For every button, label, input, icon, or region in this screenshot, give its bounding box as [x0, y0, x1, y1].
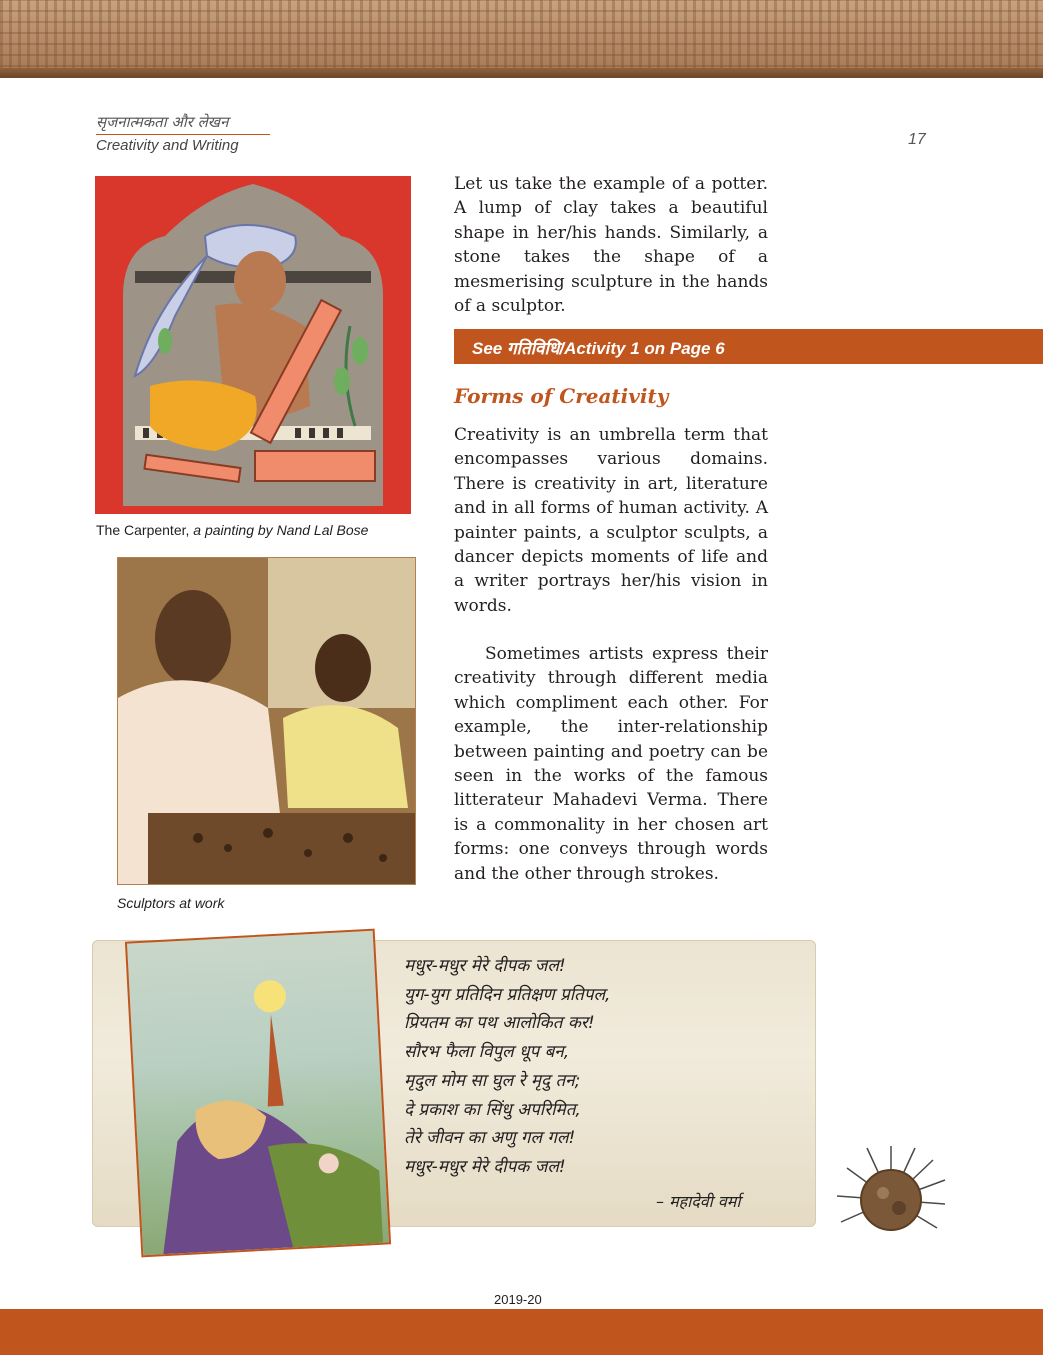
- poem-line: युग-युग प्रतिदिन प्रतिक्षण प्रतिपल,: [404, 984, 611, 1005]
- page-number: 17: [908, 131, 926, 148]
- footer-bar: [0, 1309, 1043, 1355]
- carpenter-painting: [95, 176, 411, 514]
- edition-year: 2019-20: [494, 1292, 542, 1307]
- activity-banner: [454, 329, 1043, 364]
- poem-illustration: [125, 929, 391, 1258]
- chapter-title-english: Creativity and Writing: [96, 137, 239, 154]
- chapter-title-hindi: सृजनात्मकता और लेखन: [96, 113, 229, 131]
- poem-line: मधुर-मधुर मेरे दीपक जल!: [404, 1156, 566, 1177]
- header-divider: [96, 134, 270, 135]
- sun-emblem-icon: [833, 1138, 951, 1248]
- body-paragraph-2: Sometimes artists express their creativity through different media which compliment each other. For example, the inter-relationship between painting and poetry can be seen in the works of the famous litterateur Mahadevi Verma. There is a commonality in her chosen art forms: one conveys through words and the other through strokes.: [454, 644, 768, 884]
- decorative-top-border: [0, 0, 1043, 78]
- poem-line: सौरभ फैला विपुल धूप बन,: [404, 1042, 570, 1063]
- section-heading: Forms of Creativity: [454, 384, 669, 408]
- poem-line: मधुर-मधुर मेरे दीपक जल!: [404, 956, 566, 976]
- painting-caption-desc: a painting by Nand Lal Bose: [189, 522, 369, 538]
- poem-text: [404, 952, 610, 1182]
- painting-caption-title: The Carpenter,: [96, 522, 190, 538]
- body-paragraph-1: Creativity is an umbrella term that encompasses various domains. There is creativity in art, literature and in all forms of human activity. A painter paints, a sculptor sculpts, a dancer depicts moments of life and a writer portrays her/his vision in words.: [454, 425, 768, 616]
- poem-line: मृदुल मोम सा घुल रे मृदु तन;: [404, 1070, 581, 1091]
- photo-caption: Sculptors at work: [117, 895, 225, 911]
- painting-caption: [96, 522, 368, 538]
- poem-line: दे प्रकाश का सिंधु अपरिमित,: [404, 1099, 581, 1120]
- activity-banner-text: See गतिविधि/Activity 1 on Page 6: [472, 339, 725, 358]
- sculptors-photo: [117, 557, 416, 885]
- poem-line: तेरे जीवन का अणु गल गल!: [404, 1128, 576, 1149]
- poem-author: – महादेवी वर्मा: [656, 1192, 741, 1211]
- poem-line: प्रियतम का पथ आलोकित कर!: [404, 1013, 595, 1034]
- intro-paragraph: Let us take the example of a potter. A lump of clay takes a beautiful shape in her/his hands. Similarly, a stone takes the shape of a mesmerising sculpture in the hands of a sculptor.: [454, 174, 768, 317]
